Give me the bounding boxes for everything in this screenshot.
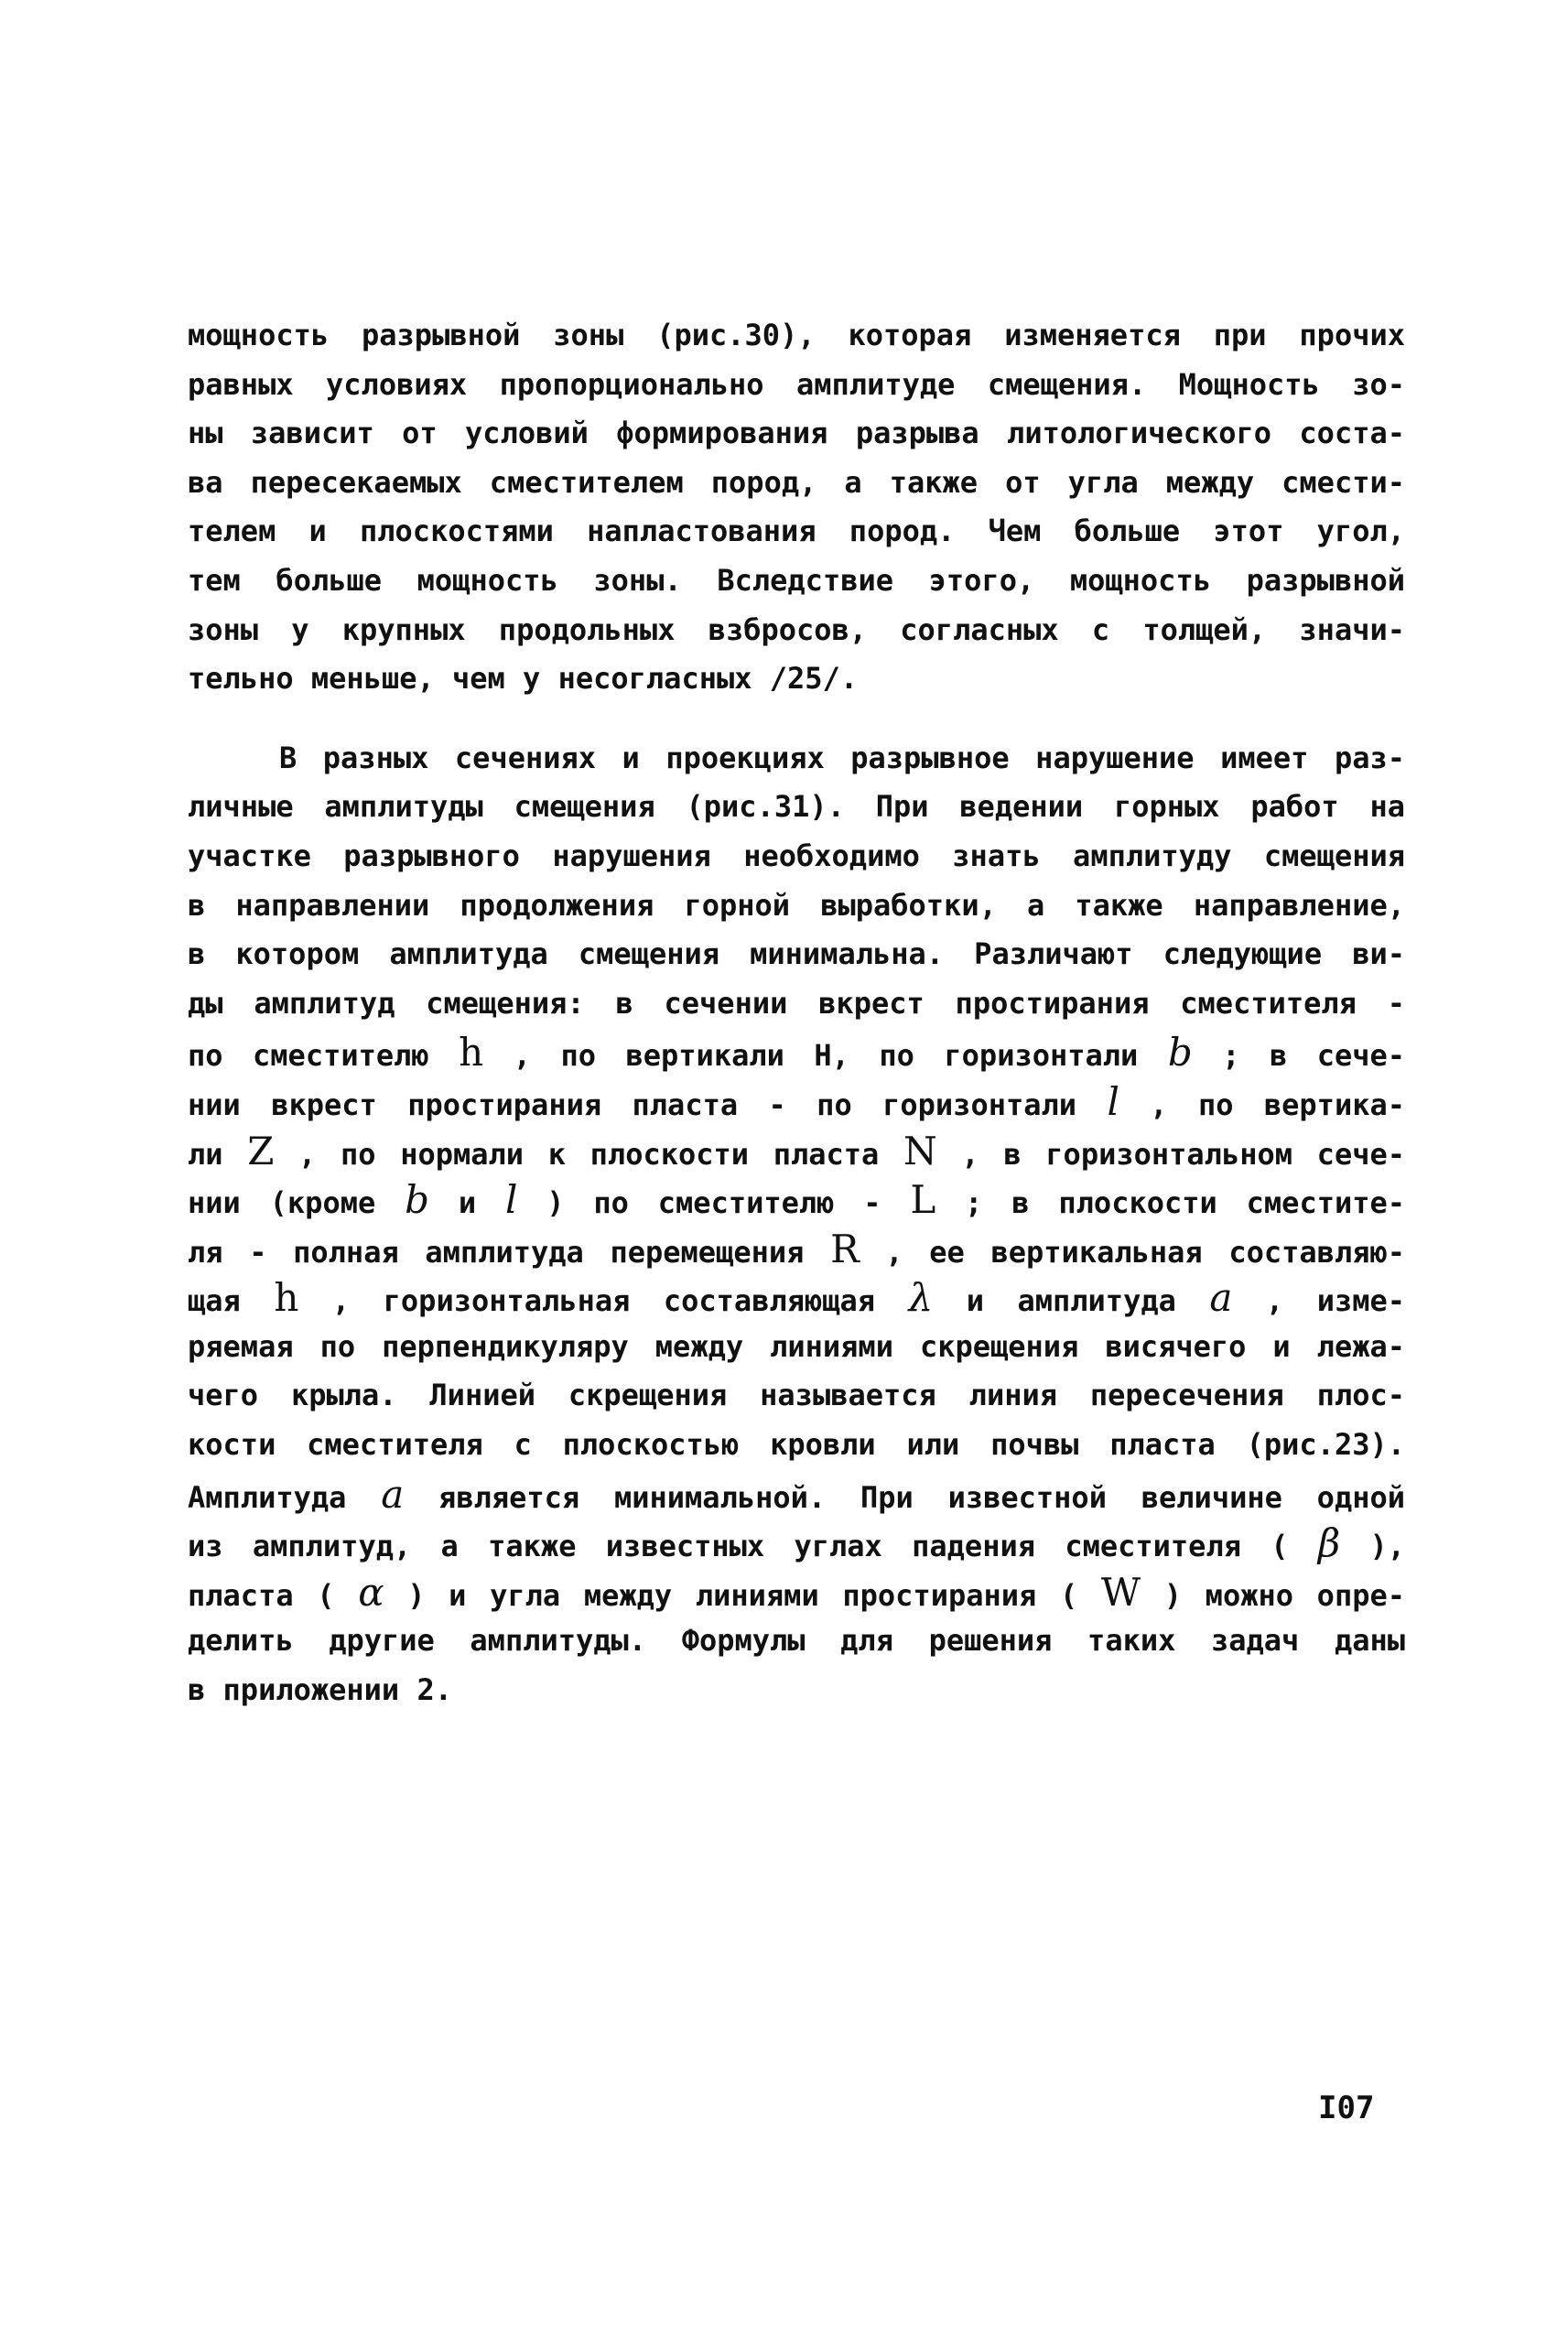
math-symbol: L bbox=[910, 1177, 936, 1223]
text-line: в приложении 2. bbox=[188, 1672, 452, 1708]
math-symbol: α bbox=[358, 1569, 384, 1615]
math-symbol: h bbox=[459, 1030, 484, 1076]
math-symbol: a bbox=[381, 1471, 405, 1517]
text-line: нии вкрест простирания пласта - по горизонтали l , по вертика- bbox=[188, 1078, 1406, 1124]
text-line: мощность разрывной зоны (рис.30), которая изменяется при прочих bbox=[188, 318, 1405, 352]
math-symbol: β bbox=[1317, 1520, 1341, 1566]
paragraph-gap bbox=[188, 704, 1405, 734]
text-line: В разных сечениях и проекциях разрывное нарушение имеет раз- bbox=[279, 740, 1405, 775]
math-symbol: l bbox=[1107, 1078, 1119, 1124]
text-line: ли Z , по нормали к плоскости пласта N , в горизонтальном сече- bbox=[188, 1128, 1406, 1173]
math-symbol: λ bbox=[908, 1275, 934, 1321]
paragraph bbox=[188, 734, 1405, 1715]
text-line: чего крыла. Линией скрещения называется линия пересечения плос- bbox=[188, 1378, 1405, 1413]
text-line: щая h , горизонтальная составляющая λ и амплитуда a , изме- bbox=[188, 1275, 1406, 1321]
text-line: по сместителю h , по вертикали H, по горизонтали b ; в сече- bbox=[188, 1030, 1406, 1076]
math-symbol: R bbox=[830, 1226, 860, 1271]
text-line: делить другие амплитуды. Формулы для решения таких задач даны bbox=[188, 1623, 1405, 1659]
text-line: зоны у крупных продольных взбросов, согласных с толщей, значи- bbox=[188, 611, 1405, 647]
text-line: ва пересекаемых сместителем пород, а также от угла между смести- bbox=[188, 464, 1405, 500]
text-line: в направлении продолжения горной выработки, а также направление, bbox=[188, 887, 1405, 923]
body-text bbox=[188, 311, 1405, 1715]
math-symbol: h bbox=[274, 1275, 299, 1321]
page-number: I07 bbox=[1318, 2090, 1375, 2126]
math-symbol: b bbox=[1167, 1030, 1193, 1076]
text-line: ды амплитуд смещения: в сечении вкрест простирания сместителя - bbox=[188, 985, 1405, 1021]
text-line: из амплитуд, а также известных углах падения сместителя ( β ), bbox=[188, 1520, 1406, 1566]
text-line: ны зависит от условий формирования разрыва литологического соста- bbox=[188, 416, 1405, 451]
text-line: тельно меньше, чем у несогласных /25/. bbox=[188, 661, 859, 697]
text-line: ля - полная амплитуда перемещения R , ее вертикальная составляю- bbox=[188, 1226, 1406, 1271]
math-symbol: l bbox=[504, 1177, 518, 1223]
math-symbol: N bbox=[903, 1128, 937, 1173]
text-line: пласта ( α ) и угла между линиями простирания ( W ) можно опре- bbox=[188, 1569, 1406, 1615]
math-symbol: W bbox=[1100, 1569, 1141, 1615]
text-line: участке разрывного нарушения необходимо знать амплитуду смещения bbox=[188, 838, 1405, 873]
text-line: равных условиях пропорционально амплитуде смещения. Мощность зо- bbox=[188, 366, 1405, 402]
text-line: телем и плоскостями напластования пород. Чем больше этот угол, bbox=[188, 514, 1405, 549]
paragraph bbox=[188, 311, 1405, 704]
math-symbol: a bbox=[1209, 1275, 1233, 1321]
text-line: Амплитуда a является минимальной. При известной величине одной bbox=[188, 1471, 1406, 1517]
text-line: ряемая по перпендикуляру между линиями скрещения висячего и лежа- bbox=[188, 1328, 1405, 1364]
text-line: тем больше мощность зоны. Вследствие этого, мощность разрывной bbox=[188, 562, 1405, 598]
text-line: личные амплитуды смещения (рис.31). При ведении горных работ на bbox=[188, 789, 1405, 825]
math-symbol: b bbox=[405, 1177, 429, 1223]
text-line: кости сместителя с плоскостью кровли или почвы пласта (рис.23). bbox=[188, 1427, 1405, 1463]
text-line: нии (кроме b и l ) по сместителю - L ; в плоскости сместите- bbox=[188, 1177, 1406, 1223]
text-line: в котором амплитуда смещения минимальна. Различают следующие ви- bbox=[188, 936, 1405, 972]
math-symbol: Z bbox=[247, 1128, 275, 1173]
